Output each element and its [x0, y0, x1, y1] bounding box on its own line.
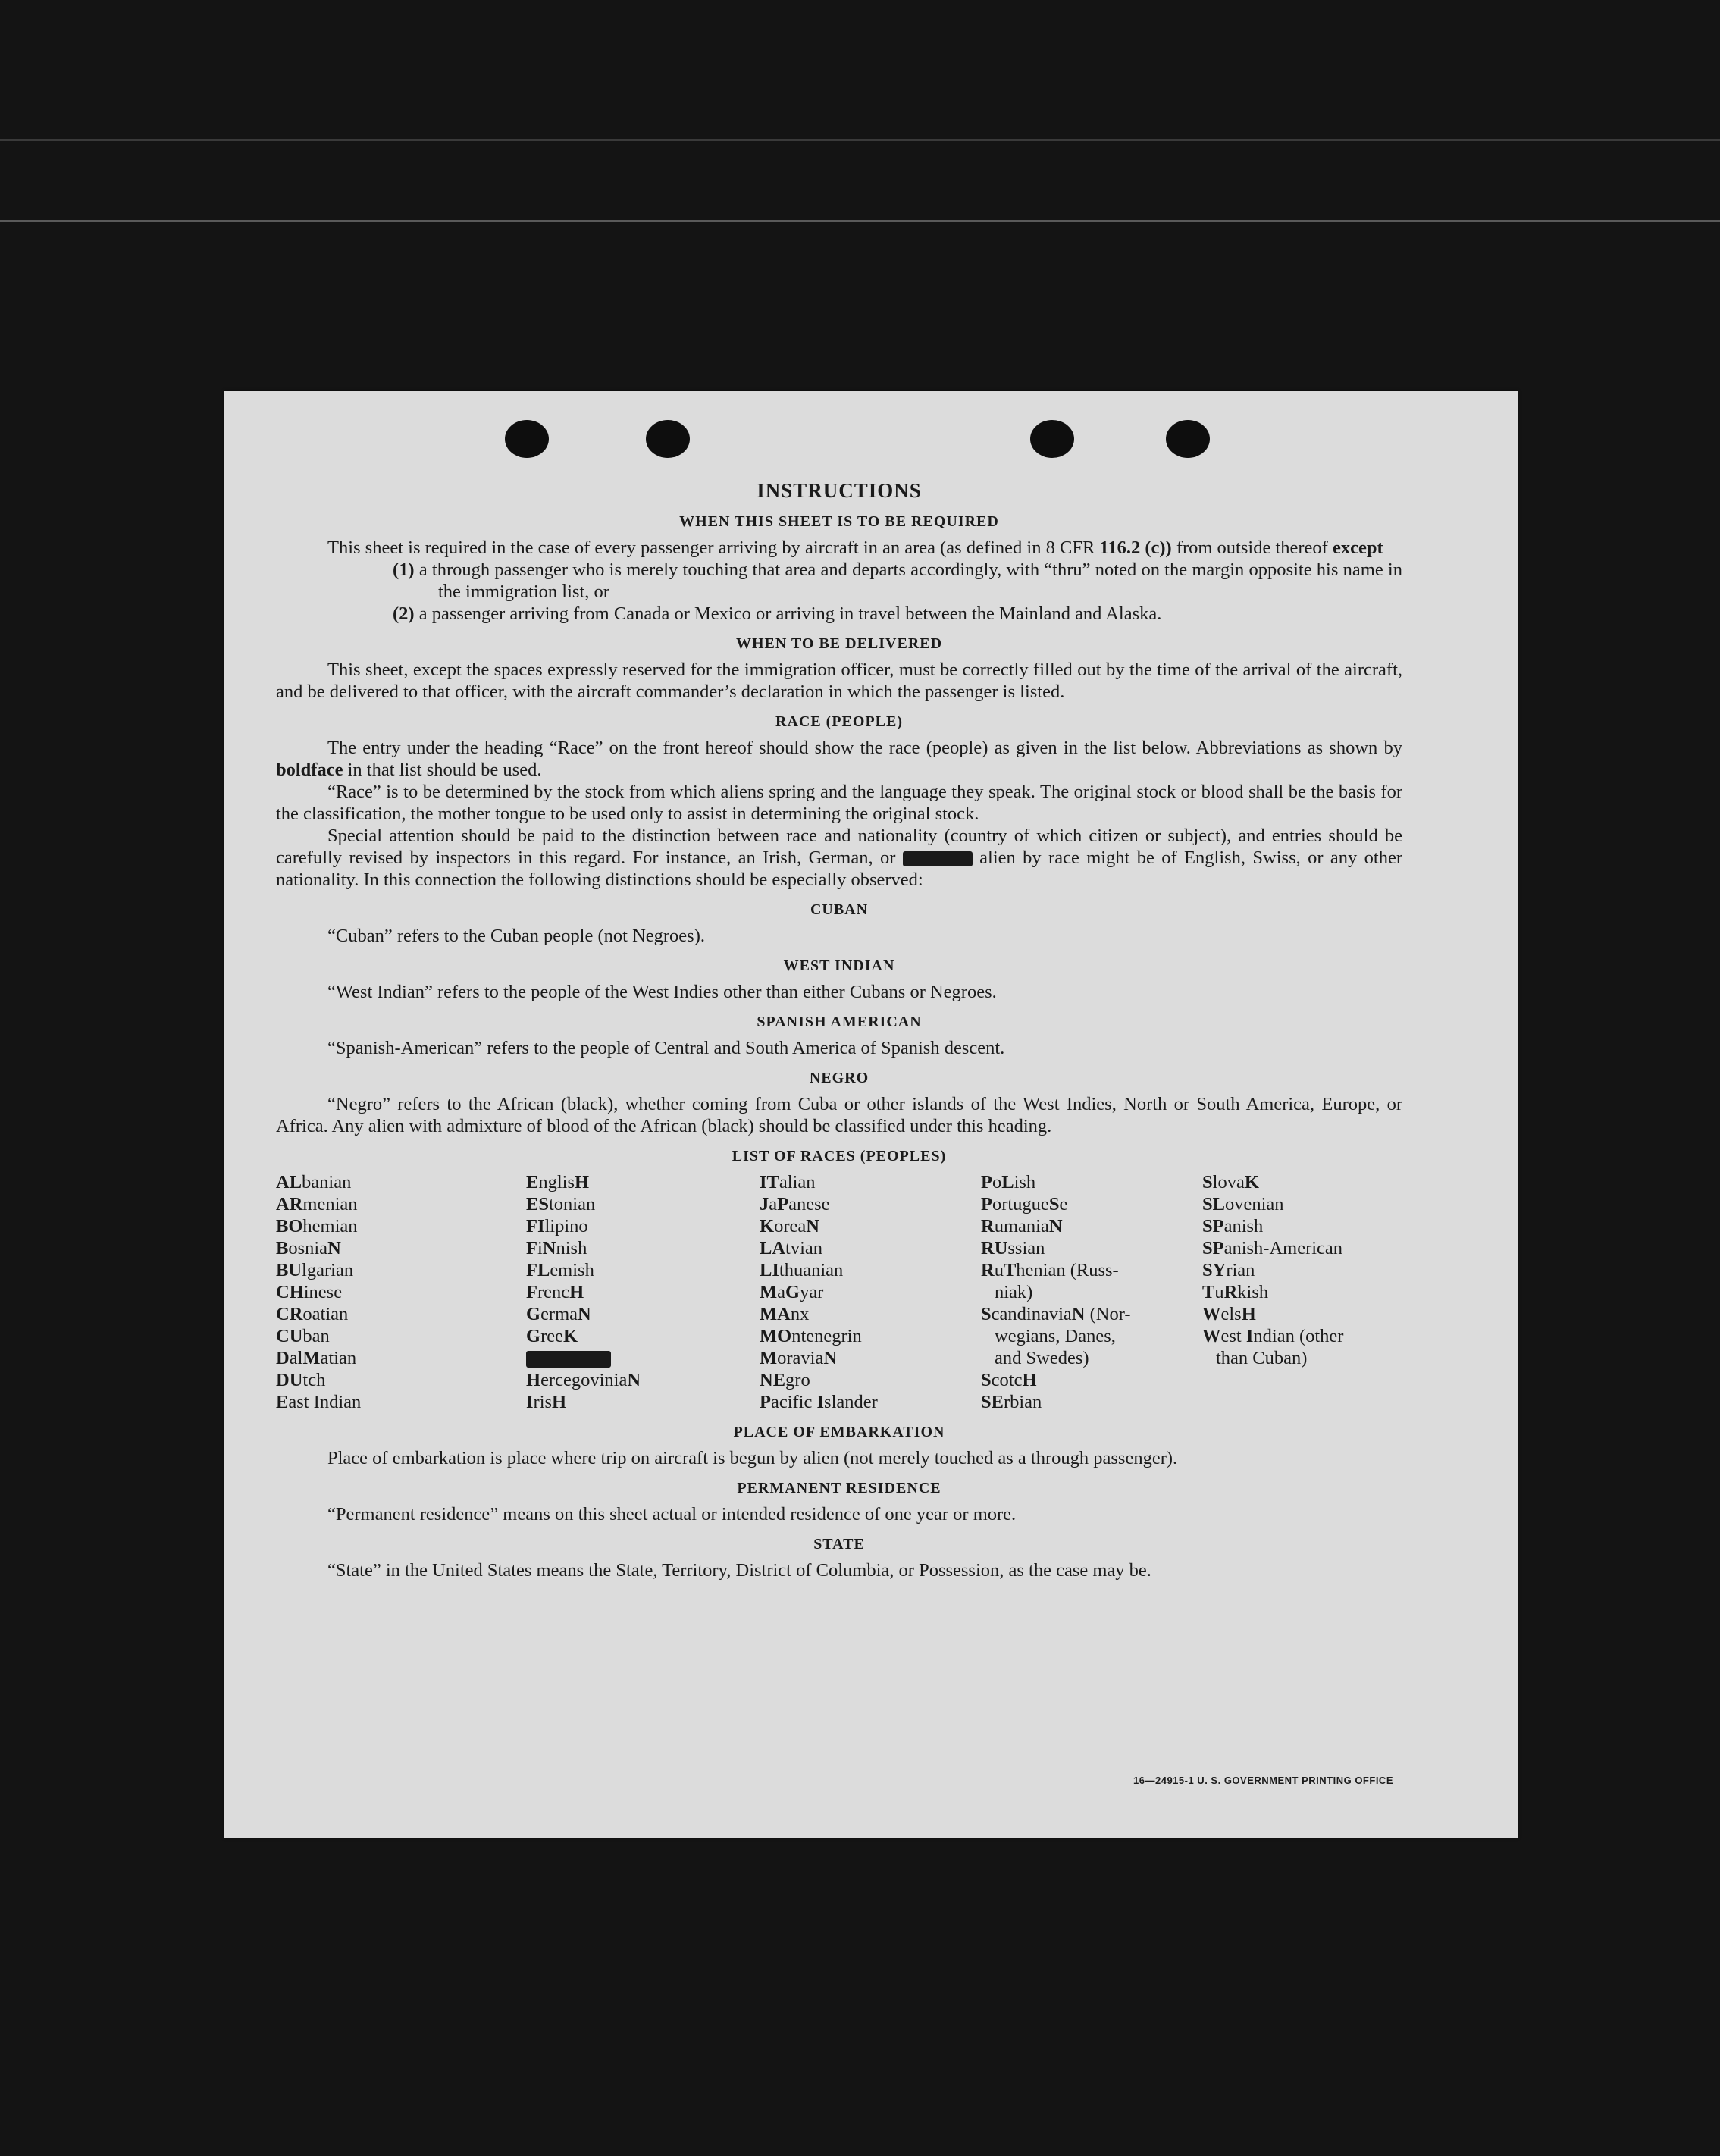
paragraph: “West Indian” refers to the people of the West Indies other than either Cubans or Negroes.	[327, 982, 997, 1002]
race-entry: CRoatian	[276, 1304, 349, 1324]
race-column	[526, 1171, 760, 1413]
race-entry: WelsH	[1202, 1304, 1256, 1324]
race-column	[760, 1171, 981, 1413]
race-entry: ScandinaviaN (Nor-	[981, 1304, 1131, 1324]
race-entry: CUban	[276, 1326, 330, 1346]
paragraph: Special attention should be paid to the distinction between race and nationality (country of which citizen or subject), and entries should be carefully revised by inspectors in this regard. For instance, an Irish, German, or alien by race might be of English, Swiss, or any other nationality. In this connection the following distinctions should be especially observed:	[276, 826, 1402, 890]
race-entry: niak)	[995, 1282, 1033, 1302]
paragraph: “Cuban” refers to the Cuban people (not Negroes).	[327, 926, 705, 946]
section-heading: WHEN THIS SHEET IS TO BE REQUIRED	[679, 513, 999, 530]
race-entry: MoraviaN	[760, 1348, 838, 1368]
print-code: 16—24915-1 U. S. GOVERNMENT PRINTING OFFICE	[1133, 1775, 1393, 1786]
list-item: (2) a passenger arriving from Canada or Mexico or arriving in travel between the Mainland and Alaska.	[393, 603, 1162, 624]
section-heading: PERMANENT RESIDENCE	[737, 1480, 941, 1496]
race-entry: HercegoviniaN	[526, 1370, 641, 1390]
punch-hole	[646, 420, 690, 458]
race-entry: FIlipino	[526, 1216, 588, 1236]
paragraph: Place of embarkation is place where trip on aircraft is begun by alien (not merely touched as a through passenger).	[327, 1448, 1178, 1468]
section-heading: WHEN TO BE DELIVERED	[735, 635, 943, 652]
redaction-mark	[526, 1351, 611, 1368]
race-entry: ScotcH	[981, 1370, 1037, 1390]
paragraph: “Permanent residence” means on this sheet actual or intended residence of one year or more.	[327, 1504, 1017, 1525]
section-heading: PLACE OF EMBARKATION	[733, 1424, 945, 1440]
race-entry: and Swedes)	[995, 1348, 1089, 1368]
race-entry: BUlgarian	[276, 1260, 354, 1280]
section-heading: SPANISH AMERICAN	[757, 1014, 922, 1030]
paragraph: “Negro” refers to the African (black), whether coming from Cuba or other islands of the West Indies, North or South America, Europe, or Africa. Any alien with admixture of blood of the African (black) should be classified under this heading.	[276, 1094, 1402, 1136]
race-column	[1202, 1171, 1402, 1413]
punch-hole	[1030, 420, 1074, 458]
race-list	[276, 1171, 1402, 1413]
race-entry: than Cuban)	[1216, 1348, 1308, 1368]
race-entry: CHinese	[276, 1282, 343, 1302]
section-heading: STATE	[813, 1536, 865, 1553]
paragraph: This sheet, except the spaces expressly reserved for the immigration officer, must be correctly filled out by the time of the arrival of the aircraft, and be delivered to that officer, with the aircraft commander’s declaration in which the passenger is listed.	[276, 660, 1402, 702]
race-entry	[526, 1347, 760, 1369]
paragraph: “Race” is to be determined by the stock from which aliens spring and the language they speak. The original stock or blood shall be the basis for the classification, the mother tongue to be used only to assist in determining the original stock.	[276, 782, 1402, 824]
scan-edge-line	[0, 220, 1720, 222]
race-entry: KoreaN	[760, 1216, 819, 1236]
scan-edge-line	[0, 139, 1720, 141]
race-entry: LAtvian	[760, 1238, 823, 1258]
race-column	[276, 1171, 526, 1413]
race-entry: GermaN	[526, 1304, 591, 1324]
redaction-mark	[903, 851, 973, 866]
race-entry: DalMatian	[276, 1348, 357, 1368]
race-entry: GreeK	[526, 1326, 578, 1346]
document-page	[224, 391, 1518, 1838]
race-entry: RumaniaN	[981, 1216, 1063, 1236]
race-entry: EnglisH	[526, 1172, 590, 1192]
race-entry: IrisH	[526, 1392, 567, 1412]
paragraph: “Spanish-American” refers to the people of Central and South America of Spanish descent.	[327, 1038, 1005, 1058]
section-heading: CUBAN	[810, 901, 869, 918]
race-entry: SPanish-American	[1202, 1238, 1343, 1258]
race-entry: RUssian	[981, 1238, 1045, 1258]
section-heading: LIST OF RACES (PEOPLES)	[732, 1148, 947, 1164]
section-heading: RACE (PEOPLE)	[775, 713, 903, 730]
race-entry: SErbian	[981, 1392, 1042, 1412]
race-entry: East Indian	[276, 1392, 362, 1412]
race-entry: ITalian	[760, 1172, 816, 1192]
race-entry: BOhemian	[276, 1216, 358, 1236]
race-entry: ALbanian	[276, 1172, 352, 1192]
race-entry: FLemish	[526, 1260, 594, 1280]
paragraph: “State” in the United States means the State, Territory, District of Columbia, or Possession, as the case may be.	[327, 1560, 1151, 1581]
race-entry: DUtch	[276, 1370, 326, 1390]
race-entry: SYrian	[1202, 1260, 1255, 1280]
exception-list	[276, 559, 1402, 625]
paragraph: The entry under the heading “Race” on the front hereof should show the race (people) as given in the list below. Abbreviations as shown by boldface in that list should be used.	[276, 738, 1402, 780]
race-entry: Pacific Islander	[760, 1392, 878, 1412]
section-heading: WEST INDIAN	[783, 957, 895, 974]
race-entry: SlovaK	[1202, 1172, 1259, 1192]
paragraph: This sheet is required in the case of every passenger arriving by aircraft in an area (as defined in 8 CFR 116.2 (c)) from outside thereof except	[327, 537, 1383, 558]
race-entry: TuRkish	[1202, 1282, 1269, 1302]
race-entry: SPanish	[1202, 1216, 1264, 1236]
race-entry: PortugueSe	[981, 1194, 1068, 1214]
race-entry: PoLish	[981, 1172, 1036, 1192]
document-content	[276, 479, 1402, 1581]
race-entry: MAnx	[760, 1304, 810, 1324]
race-entry: wegians, Danes,	[995, 1326, 1116, 1346]
list-item: (1) a through passenger who is merely touching that area and departs accordingly, with “thru” noted on the margin opposite his name in the immigration list, or	[393, 559, 1402, 602]
race-entry: ARmenian	[276, 1194, 358, 1214]
punch-hole	[1166, 420, 1210, 458]
page-title: INSTRUCTIONS	[757, 479, 922, 502]
section-heading: NEGRO	[809, 1070, 869, 1086]
race-entry: LIthuanian	[760, 1260, 844, 1280]
punch-hole	[505, 420, 549, 458]
race-entry: MaGyar	[760, 1282, 824, 1302]
race-entry: SLovenian	[1202, 1194, 1284, 1214]
race-entry: FrencH	[526, 1282, 584, 1302]
race-entry: JaPanese	[760, 1194, 830, 1214]
race-entry: BosniaN	[276, 1238, 341, 1258]
race-entry: NEgro	[760, 1370, 810, 1390]
race-entry: RuThenian (Russ-	[981, 1260, 1119, 1280]
race-column	[981, 1171, 1202, 1413]
race-entry: FiNnish	[526, 1238, 587, 1258]
race-entry: EStonian	[526, 1194, 596, 1214]
race-entry: MOntenegrin	[760, 1326, 862, 1346]
race-entry: West Indian (other	[1202, 1326, 1344, 1346]
